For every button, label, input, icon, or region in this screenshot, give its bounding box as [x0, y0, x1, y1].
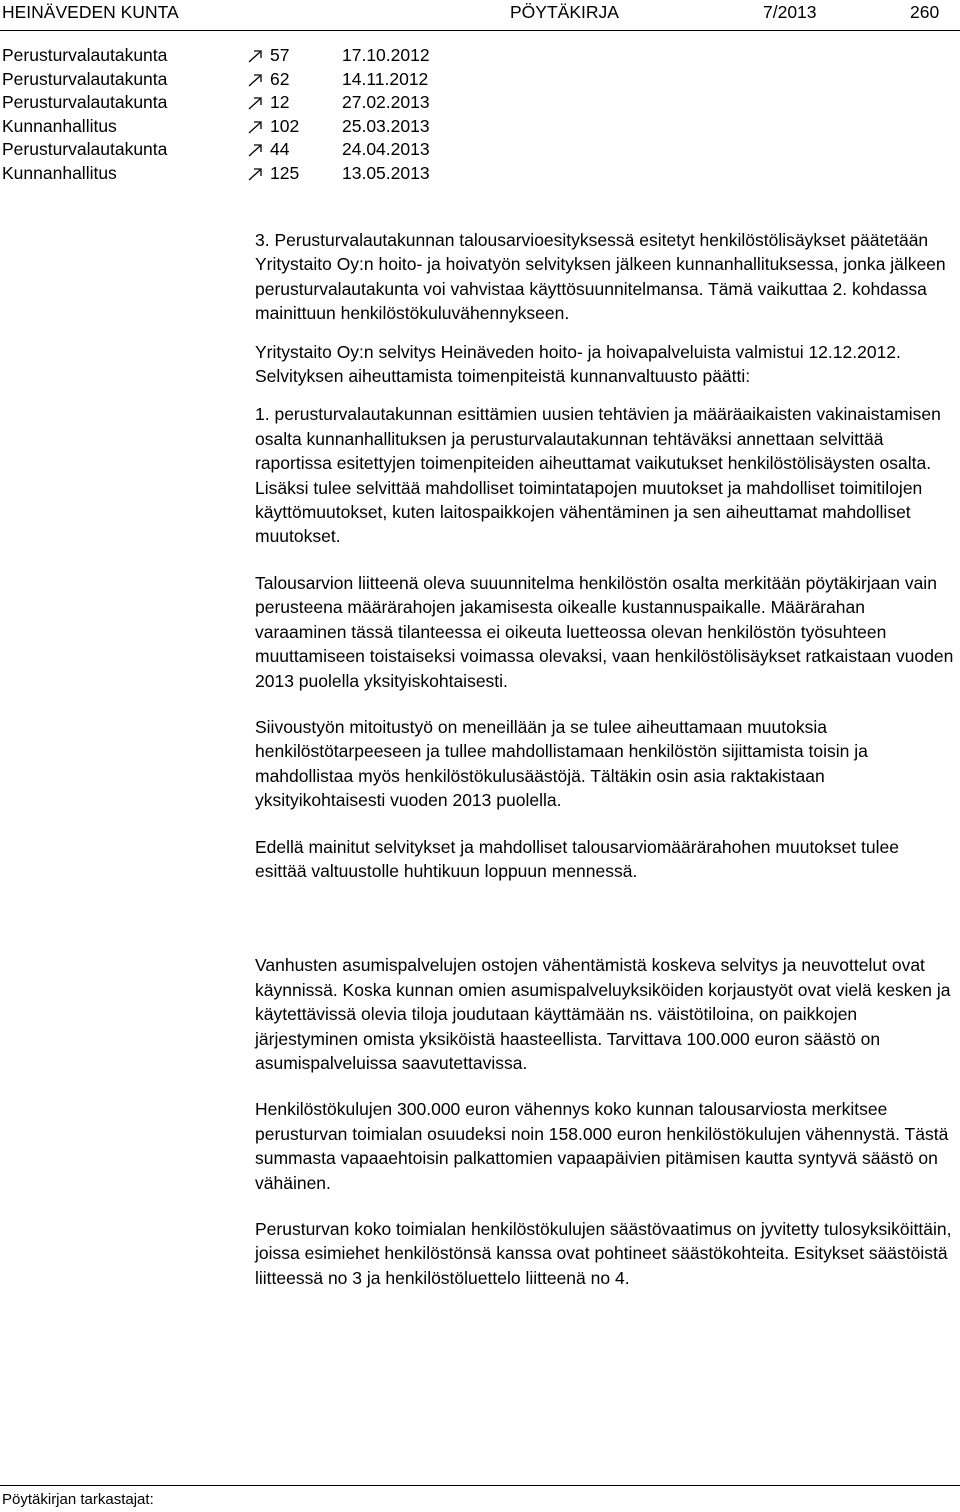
meeting-row — [0, 138, 640, 162]
inspectors-label: Pöytäkirjan tarkastajat: — [2, 1491, 154, 1508]
page-number: 260 — [910, 2, 940, 22]
meeting-history-list — [0, 44, 640, 186]
issue-number: 7/2013 — [763, 2, 817, 22]
reference-arrow-icon — [248, 95, 262, 112]
reference-arrow-icon — [248, 72, 262, 89]
paragraph-cleaning-work: Siivoustyön mitoitustyö on meneillään ja se tulee aiheuttamaan muutoksia henkilöstötarpeeseen ja tullee mahdollistamaan henkilöstön sijittamista toisin ja mahdollistaa myös henkilöstökulusäästöjä. Tältäkin osin asia raktakistaan yksityikohtaisesti vuoden 2013 puolella. — [255, 716, 868, 811]
paragraph-item-3: 3. Perusturvalautakunnan talousarvioesityksessä esitetyt henkilöstölisäykset päätetään Yritystaito Oy:n hoito- ja hoivatyön selvityksen jälkeen kunnanhallituksessa, jonka jälkeen perusturvalautakunta voi vahvistaa käyttösuunnitelmansa. Tämä vaikuttaa 2. kohdassa mainittuun henkilöstökuluvähennykseen. — [255, 230, 946, 324]
meeting-body: Perusturvalautakunta — [2, 45, 168, 65]
meeting-date: 27.02.2013 — [342, 92, 430, 113]
meeting-row — [0, 68, 640, 92]
minutes-body — [255, 228, 955, 1290]
meeting-body: Perusturvalautakunta — [2, 68, 168, 89]
meeting-body: Perusturvalautakunta — [2, 92, 168, 113]
paragraph-personnel-costs: Henkilöstökulujen 300.000 euron vähennys koko kunnan talousarviosta merkitsee perusturvan toimialan osuudeksi noin 158.000 euron henkilöstökulujen vähennystä. Tästä summasta vapaaehtoisin palkattomien vapaapäivien pitämisen kautta syntyvä säästö on vähäinen. — [255, 1099, 949, 1193]
meeting-number: 62 — [270, 68, 290, 89]
meeting-body: Kunnanhallitus — [2, 162, 117, 183]
meeting-date: 14.11.2012 — [342, 68, 429, 89]
meeting-number: 44 — [270, 139, 290, 160]
reference-arrow-icon — [248, 48, 262, 65]
reference-arrow-icon — [248, 142, 262, 159]
meeting-number: 57 — [270, 45, 290, 65]
paragraph-budget-appendix: Talousarvion liitteenä oleva suuunnitelma henkilöstön osalta merkitään pöytäkirjaan vain perusteena määrärahojen jakamisesta oikealle kustannuspaikalle. Määrärahan varaaminen tässä tilanteessa ei oikeuta luetteossa olevan henkilöstön työsuhteen muuttamiseen toistaiseksi voimassa olevaksi, vaan henkilöstölisäykset ratkaistaan vuoden 2013 puolella yksityiskohtaisesti. — [255, 572, 954, 691]
document-header — [0, 0, 960, 22]
meeting-date: 24.04.2013 — [342, 139, 430, 160]
meeting-number: 102 — [270, 115, 300, 136]
paragraph-elderly-housing: Vanhusten asumispalvelujen ostojen vähentämistä koskeva selvitys ja neuvottelut ovat käynnissä. Koska kunnan omien asumispalveluyksiköiden korjaustyöt ovat vielä kesken ja käytettävissä olevia tiloja joudutaan käyttämään ns. väistötiloina, on paikkojen järjestyminen omista yksiköistä haasteellista. Tarvittava 100.000 euron säästö on asumispalveluissa saavutettavissa. — [255, 955, 951, 1073]
meeting-row — [0, 115, 640, 139]
document-type: PÖYTÄKIRJA — [510, 2, 619, 22]
footer-divider — [0, 1485, 960, 1486]
meeting-row — [0, 162, 640, 186]
paragraph-decision-1: 1. perusturvalautakunnan esittämien uusien tehtävien ja määräaikaisten vakinaistamisen osalta kunnanhallituksen ja perusturvalautakunnan tehtäväksi annettaan selvittää raportissa esitettyjen toimenpiteiden aiheuttamat vaikutukset henkilöstölisäysten osalta. Lisäksi tulee selvittää mahdolliset toimintatapojen muutokset ja mahdolliset toimitilojen käyttömuutokset, kuten laitospaikkojen vähentäminen ja sen aiheuttamat mahdolliset muutokset. — [255, 404, 941, 547]
reference-arrow-icon — [248, 119, 262, 136]
reference-arrow-icon — [248, 166, 262, 183]
meeting-body: Perusturvalautakunta — [2, 139, 168, 160]
meeting-date: 25.03.2013 — [342, 115, 430, 136]
municipality-name: HEINÄVEDEN KUNTA — [2, 2, 179, 22]
paragraph-study-completed: Yritystaito Oy:n selvitys Heinäveden hoito- ja hoivapalveluista valmistui 12.12.2012. Selvityksen aiheuttamista toimenpiteistä kunnanvaltuusto päätti: — [255, 341, 901, 387]
paragraph-reports-to-council: Edellä mainitut selvitykset ja mahdolliset talousarviomäärärahohen muutokset tulee esittää valtuustolle huhtikuun loppuun mennessä. — [255, 836, 899, 881]
meeting-row — [0, 91, 640, 115]
header-divider — [0, 30, 960, 31]
meeting-date: 13.05.2013 — [342, 162, 430, 183]
meeting-row — [0, 44, 640, 68]
meeting-body: Kunnanhallitus — [2, 115, 117, 136]
paragraph-savings-requirement: Perusturvan koko toimialan henkilöstökulujen säästövaatimus on jyvitetty tulosyksiköittäin, joissa esimiehet henkilöstönsä kanssa ovat pohtineet säästökohteita. Esitykset säästöistä liitteessä no 3 ja henkilöstöluettelo liitteenä no 4. — [255, 1219, 952, 1288]
meeting-date: 17.10.2012 — [342, 45, 430, 65]
meeting-number: 12 — [270, 92, 290, 113]
meeting-number: 125 — [270, 162, 300, 183]
